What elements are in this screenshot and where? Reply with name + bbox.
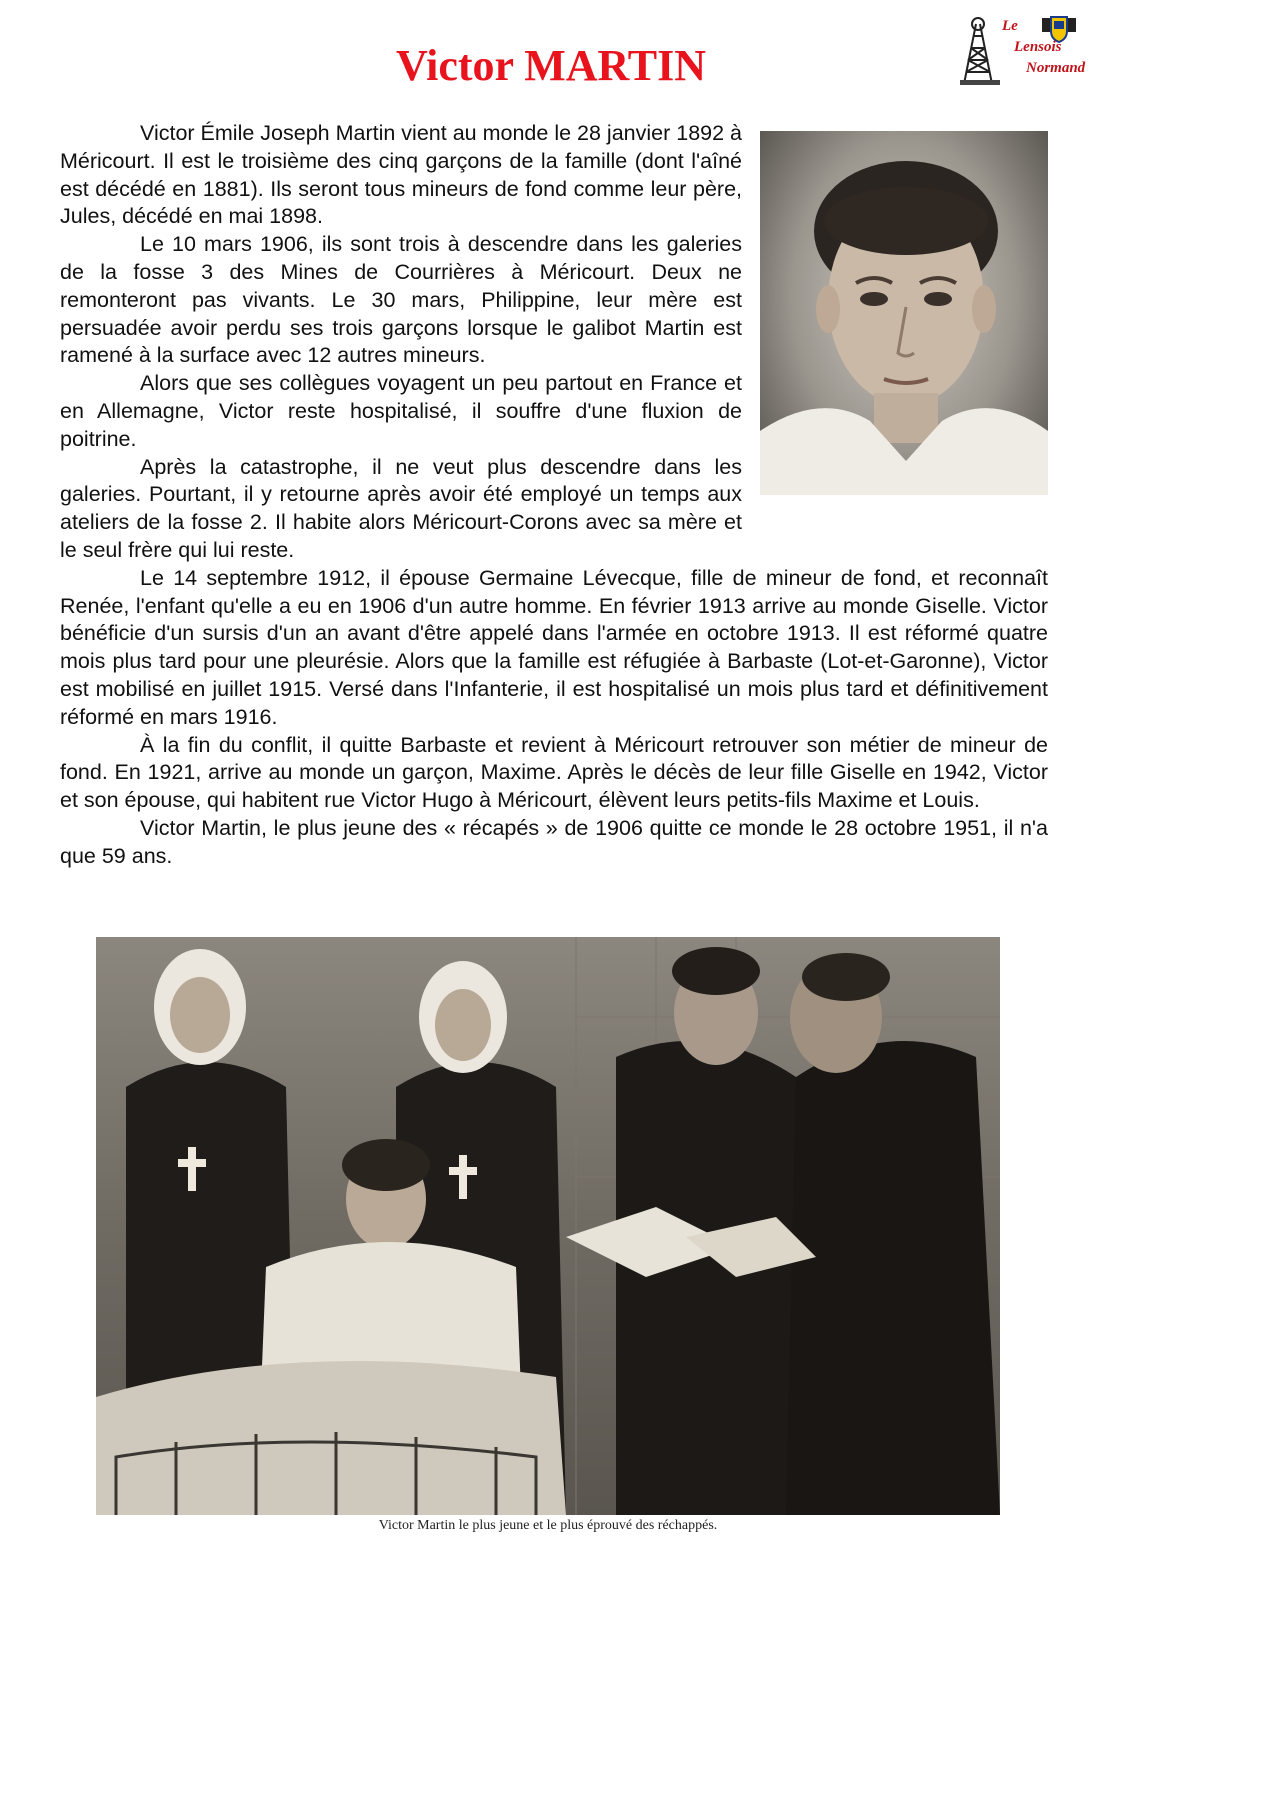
paragraph: À la fin du conflit, il quitte Barbaste et revient à Méricourt retrouver son métier de mineur de fond. En 1921, arrive au monde un garçon, Maxime. Après le décès de leur fille Giselle en 1942, Victor et son épouse, qui habitent rue Victor Hugo à Méricourt, élèvent leurs petits-fils Maxime et Louis.	[60, 732, 1048, 813]
portrait-photo	[760, 131, 1048, 495]
logo-word-lensois: Lensois	[1014, 39, 1062, 55]
paragraph: Après la catastrophe, il ne veut plus descendre dans les galeries. Pourtant, il y retourne après avoir été employé un temps aux ateliers de la fosse 2. Il habite alors Méricourt-Corons avec sa mère et le seul frère qui lui reste.	[60, 454, 742, 562]
paragraph: Victor Émile Joseph Martin vient au monde le 28 janvier 1892 à Méricourt. Il est le troisième des cinq garçons de la famille (dont l'aîné est décédé en 1881). Ils seront tous mineurs de fond comme leur père, Jules, décédé en mai 1898.	[60, 121, 742, 229]
photo-caption: Victor Martin le plus jeune et le plus éprouvé des réchappés.	[378, 1518, 718, 1533]
hospital-group-photo	[96, 937, 1000, 1515]
paragraph: Victor Martin, le plus jeune des « récapés » de 1906 quitte ce monde le 28 octobre 1951, il n'a que 59 ans.	[60, 815, 1048, 868]
paragraph: Le 14 septembre 1912, il épouse Germaine Lévecque, fille de mineur de fond, et reconnaît Renée, l'enfant qu'elle a eu en 1906 d'un autre homme. En février 1913 arrive au monde Giselle. Victor bénéficie d'un sursis d'un an avant d'être appelé dans l'armée en octobre 1913. Il est réformé quatre mois plus tard pour une pleurésie. Alors que la famille est réfugiée à Barbaste (Lot-et-Garonne), Victor est mobilisé en juillet 1915. Versé dans l'Infanterie, il est hospitalisé un mois plus tard et définitivement réformé en mars 1916.	[60, 565, 1048, 729]
logo-word-le: Le	[1002, 18, 1018, 34]
le-lensois-normand-logo	[958, 14, 1096, 86]
logo-word-normand: Normand	[1026, 60, 1086, 76]
page-title: Victor MARTIN	[395, 41, 707, 90]
paragraph: Alors que ses collègues voyagent un peu partout en France et en Allemagne, Victor reste hospitalisé, il souffre d'une fluxion de poitrine.	[60, 371, 742, 451]
paragraph: Le 10 mars 1906, ils sont trois à descendre dans les galeries de la fosse 3 des Mines de Courrières à Méricourt. Deux ne remonteront pas vivants. Le 30 mars, Philippine, leur mère est persuadée avoir perdu ses trois garçons lorsque le galibot Martin est ramené à la surface avec 12 autres mineurs.	[60, 232, 742, 368]
